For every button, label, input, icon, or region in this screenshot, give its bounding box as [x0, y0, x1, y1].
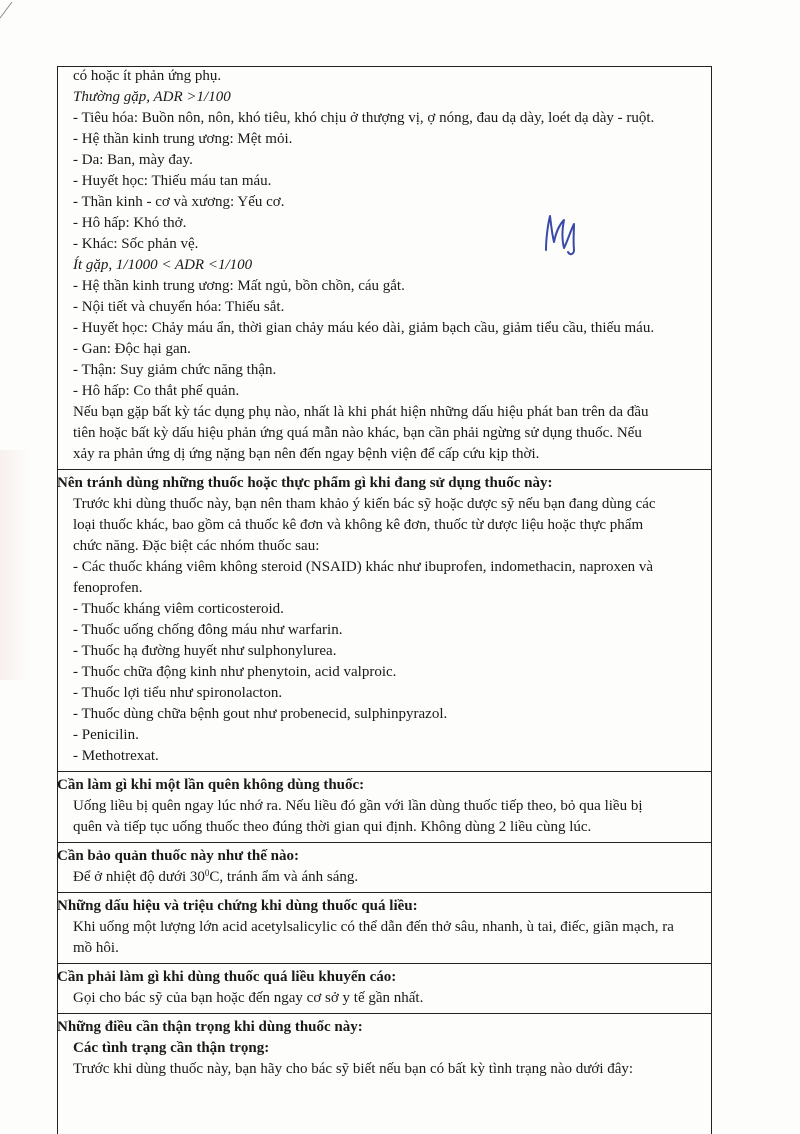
text-line: - Thuốc dùng chữa bệnh gout như probenecid, sulphinpyrazol. — [73, 706, 448, 722]
text-line: xảy ra phản ứng dị ứng nặng bạn nên đến ngay bệnh viện để cấp cứu kịp thời. — [73, 446, 540, 462]
text-line: Gọi cho bác sỹ của bạn hoặc đến ngay cơ sở y tế gần nhất. — [73, 990, 424, 1006]
text-line: fenoprofen. — [73, 580, 143, 596]
text-line: - Hệ thần kinh trung ương: Mệt mỏi. — [73, 131, 293, 147]
document-body — [57, 66, 712, 1080]
text-line: - Các thuốc kháng viêm không steroid (NSAID) khác như ibuprofen, indomethacin, naproxen và — [73, 559, 654, 575]
text-line: - Huyết học: Thiếu máu tan máu. — [73, 173, 272, 189]
text-line: - Thuốc lợi tiểu như spironolacton. — [73, 685, 283, 701]
stamp-mark — [0, 450, 30, 680]
section-heading: Cần làm gì khi một lần quên không dùng thuốc: — [57, 771, 712, 796]
corner-mark — [0, 0, 20, 20]
text-line: mồ hôi. — [73, 940, 119, 956]
text-line: Nếu bạn gặp bất kỳ tác dụng phụ nào, nhất là khi phát hiện những dấu hiệu phát ban trên da đầu — [73, 404, 649, 420]
text-line: Trước khi dùng thuốc này, bạn hãy cho bác sỹ biết nếu bạn có bất kỳ tình trạng nào dưới đây: — [73, 1061, 634, 1077]
text-line: - Thuốc kháng viêm corticosteroid. — [73, 601, 284, 617]
text-line: - Tiêu hóa: Buồn nôn, nôn, khó tiêu, khó chịu ở thượng vị, ợ nóng, đau dạ dày, loét dạ dày - ruột. — [73, 110, 655, 126]
section-heading: Các tình trạng cần thận trọng: — [73, 1040, 270, 1056]
text-line: Ít gặp, 1/1000 < ADR <1/100 — [73, 257, 253, 273]
text-line: - Thận: Suy giảm chức năng thận. — [73, 362, 277, 378]
text-line: - Khác: Sốc phản vệ. — [73, 236, 199, 252]
text-line: - Thần kinh - cơ và xương: Yếu cơ. — [73, 194, 285, 210]
text-line: - Huyết học: Chảy máu ẩn, thời gian chảy máu kéo dài, giảm bạch cầu, giảm tiểu cầu, thiếu máu. — [73, 320, 655, 336]
text-line: - Thuốc chữa động kinh như phenytoin, acid valproic. — [73, 664, 397, 680]
text-line: Thường gặp, ADR >1/100 — [73, 89, 231, 105]
text-line: - Thuốc hạ đường huyết như sulphonylurea. — [73, 643, 337, 659]
text-line: - Hô hấp: Khó thở. — [73, 215, 187, 231]
text-line: loại thuốc khác, bao gồm cả thuốc kê đơn và không kê đơn, thuốc từ dược liệu hoặc thực phẩm — [73, 517, 644, 533]
degree-mark: 0 — [204, 868, 210, 878]
section-heading: Những dấu hiệu và triệu chứng khi dùng thuốc quá liều: — [57, 892, 712, 917]
section-heading: Những điều cần thận trọng khi dùng thuốc này: — [57, 1013, 712, 1038]
section-heading: Nên tránh dùng những thuốc hoặc thực phẩm gì khi đang sử dụng thuốc này: — [57, 469, 712, 494]
text-line: Uống liều bị quên ngay lúc nhớ ra. Nếu liều đó gần với lần dùng thuốc tiếp theo, bỏ qua liều bị — [73, 798, 643, 814]
text-line: - Da: Ban, mày đay. — [73, 152, 193, 168]
text-line: Trước khi dùng thuốc này, bạn nên tham khảo ý kiến bác sỹ hoặc dược sỹ nếu bạn đang dùng các — [73, 496, 656, 512]
text-line: - Penicilin. — [73, 727, 139, 743]
text-line: tiên hoặc bất kỳ dấu hiệu phản ứng quá mẫn nào khác, bạn cần phải ngừng sử dụng thuốc. Nếu — [73, 425, 642, 441]
text-line: - Nội tiết và chuyển hóa: Thiếu sắt. — [73, 299, 285, 315]
text-line: - Thuốc uống chống đông máu như warfarin. — [73, 622, 343, 638]
text-line: - Gan: Độc hại gan. — [73, 341, 191, 357]
text-line: có hoặc ít phản ứng phụ. — [73, 68, 222, 84]
section-heading: Cần phải làm gì khi dùng thuốc quá liều khuyến cáo: — [57, 963, 712, 988]
text-line: chức năng. Đặc biệt các nhóm thuốc sau: — [73, 538, 320, 554]
text-line: - Hệ thần kinh trung ương: Mất ngủ, bồn chồn, cáu gắt. — [73, 278, 405, 294]
text-line: - Methotrexat. — [73, 748, 159, 764]
text-line: Để ở nhiệt độ dưới $30^0C$, tránh ẩm và ánh sáng. — [73, 868, 359, 885]
text-line: - Hô hấp: Co thắt phế quản. — [73, 383, 240, 399]
section-heading: Cần bảo quản thuốc này như thế nào: — [57, 842, 712, 867]
text-line: quên và tiếp tục uống thuốc theo đúng thời gian qui định. Không dùng 2 liều cùng lúc. — [73, 819, 592, 835]
text-line: Khi uống một lượng lớn acid acetylsalicylic có thể dẫn đến thở sâu, nhanh, ù tai, điếc, giãn mạch, ra — [73, 919, 674, 935]
